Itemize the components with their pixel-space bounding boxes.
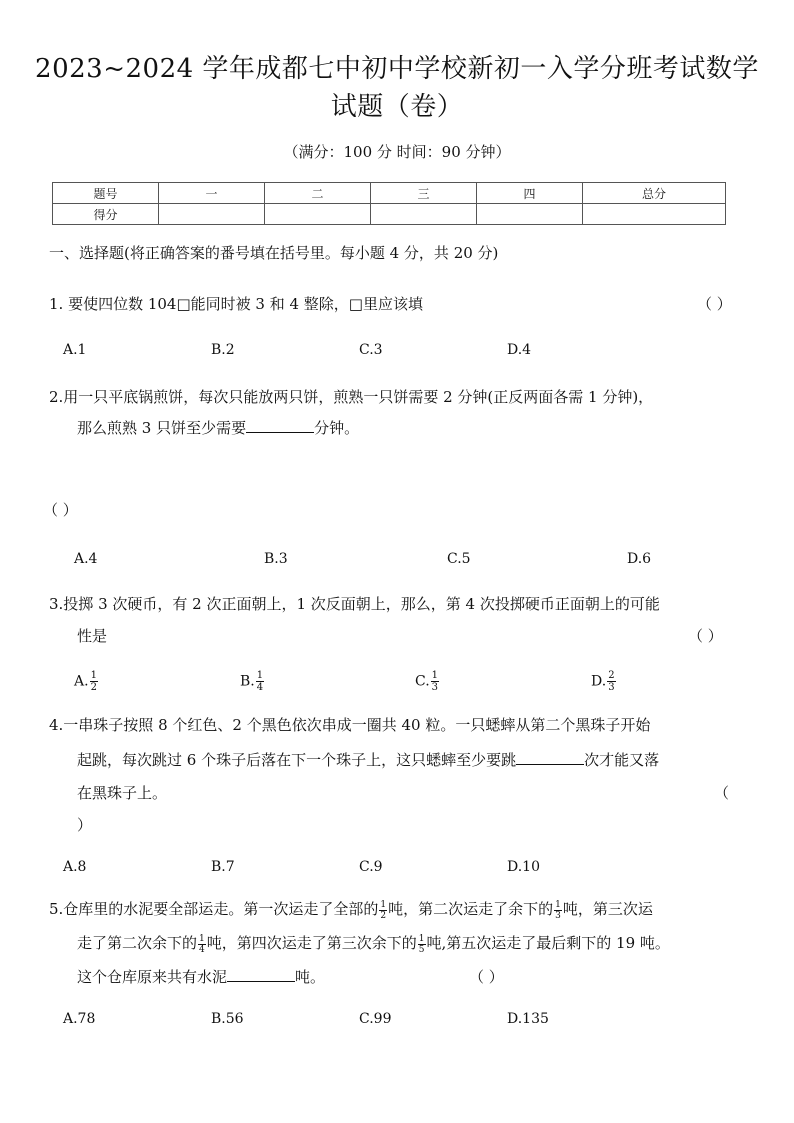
- question-5-line3: [77, 966, 325, 987]
- question-2-line1: 2.用一只平底锅煎饼，每次只能放两只饼，煎熟一只饼需要 2 分钟(正反两面各需 1 分钟)，: [49, 388, 654, 406]
- question-4-line2-tail: 次才能又落: [584, 751, 660, 769]
- fraction-numerator: 1: [380, 899, 387, 910]
- question-3-option-a: [74, 670, 99, 693]
- score-table-cell: 三: [371, 183, 477, 204]
- fraction-numerator: 1: [431, 670, 439, 681]
- answer-blank: [516, 750, 584, 765]
- fraction: [418, 934, 426, 955]
- score-table-cell: 二: [265, 183, 371, 204]
- fraction-denominator: 2: [90, 682, 97, 693]
- question-4-line1: 4.一串珠子按照 8 个红色、2 个黑色依次串成一圈共 40 粒。一只蟋蟀从第二个黑珠子开始: [49, 716, 651, 734]
- score-table-cell: 一: [159, 183, 265, 204]
- question-2-option-a: A.4: [74, 551, 98, 567]
- option-letter: C.: [415, 673, 430, 690]
- question-5-option-c: C.99: [359, 1011, 392, 1027]
- option-letter: A.: [74, 673, 89, 690]
- score-cell-blank: [583, 204, 726, 225]
- score-table-score-row: [53, 204, 726, 225]
- score-table-cell: 题号: [53, 183, 159, 204]
- score-cell-blank: [371, 204, 477, 225]
- question-1-option-a: A.1: [63, 342, 87, 358]
- question-3-line2: 性是: [77, 627, 108, 645]
- exam-title-line2: 试题（卷）: [330, 92, 464, 122]
- fraction-denominator: 3: [555, 910, 561, 921]
- question-3-answer-paren: （ ）: [688, 627, 723, 645]
- question-5-option-a: A.78: [63, 1011, 96, 1027]
- question-2-line2-text: 那么煎熟 3 只饼至少需要: [77, 419, 247, 437]
- question-5-text: 走了第二次余下的: [77, 934, 198, 952]
- option-letter: D.: [591, 673, 607, 690]
- question-2-option-b: B.3: [264, 551, 288, 567]
- question-4-option-b: B.7: [211, 859, 235, 875]
- question-5-option-b: B.56: [211, 1011, 244, 1027]
- fraction: [554, 900, 562, 921]
- score-cell-blank: [477, 204, 583, 225]
- question-2-answer-paren: （ ）: [43, 501, 78, 519]
- score-cell-blank: [159, 204, 265, 225]
- question-4-line2-text: 起跳，每次跳过 6 个珠子后落在下一个珠子上，这只蟋蟀至少要跳: [77, 751, 517, 769]
- fraction-numerator: 1: [90, 670, 97, 681]
- question-4-line2: [77, 749, 659, 770]
- fraction-numerator: 1: [256, 670, 264, 681]
- question-3-option-d: [591, 670, 617, 693]
- question-5-line2: [77, 932, 670, 955]
- question-4-option-a: A.8: [63, 859, 87, 875]
- question-5-text: 吨,第五次运走了最后剩下的 19 吨。: [426, 934, 670, 952]
- question-5-text: 吨。: [295, 968, 326, 986]
- question-5-text: 5.仓库里的水泥要全部运走。第一次运走了全部的: [49, 900, 379, 918]
- score-table-cell: 总分: [583, 183, 726, 204]
- question-4-option-c: C.9: [359, 859, 383, 875]
- question-4-paren-open: （: [714, 784, 730, 802]
- score-cell-blank: [265, 204, 371, 225]
- fraction-denominator: 4: [256, 682, 264, 693]
- fraction: [256, 670, 264, 693]
- fraction-denominator: 2: [380, 910, 387, 921]
- score-table-cell: 四: [477, 183, 583, 204]
- question-4-option-d: D.10: [507, 859, 540, 875]
- question-1-option-d: D.4: [507, 342, 532, 358]
- question-5-text: 这个仓库原来共有水泥: [77, 968, 228, 986]
- question-5-text: 吨，第二次运走了余下的: [388, 900, 554, 918]
- fraction-numerator: 2: [608, 670, 615, 681]
- fraction-numerator: 1: [555, 899, 561, 910]
- question-5-line1: [49, 898, 653, 921]
- fraction: [431, 670, 439, 693]
- fraction-denominator: 5: [418, 944, 425, 955]
- question-5-answer-paren: （ ）: [469, 968, 504, 986]
- fraction: [198, 934, 206, 955]
- question-3-line1: 3.投掷 3 次硬币，有 2 次正面朝上，1 次反面朝上，那么，第 4 次投掷硬币正面朝上的可能: [49, 595, 660, 613]
- question-5-option-d: D.135: [507, 1011, 549, 1027]
- exam-subtitle: （满分：100 分 时间：90 分钟）: [283, 143, 511, 161]
- fraction: [90, 670, 98, 693]
- question-2-line2: [77, 417, 359, 438]
- question-1-answer-paren: （ ）: [697, 295, 732, 313]
- question-1-option-b: B.2: [211, 342, 235, 358]
- answer-blank: [246, 418, 314, 433]
- fraction: [379, 900, 387, 921]
- question-1-option-c: C.3: [359, 342, 383, 358]
- fraction-denominator: 3: [431, 682, 439, 693]
- question-2-option-d: D.6: [627, 551, 652, 567]
- fraction-denominator: 3: [608, 682, 615, 693]
- question-4-paren-close: ）: [77, 816, 93, 834]
- fraction-denominator: 4: [199, 944, 205, 955]
- fraction-numerator: 1: [199, 933, 205, 944]
- fraction: [607, 670, 615, 693]
- question-4-line3: 在黑珠子上。: [77, 784, 168, 802]
- fraction-numerator: 1: [418, 933, 425, 944]
- score-table-cell: 得分: [53, 204, 159, 225]
- question-5-text: 吨，第四次运走了第三次余下的: [206, 934, 417, 952]
- question-1-text: 1. 要使四位数 104□能同时被 3 和 4 整除，□里应该填: [49, 295, 423, 313]
- exam-title-line1: 2023~2024 学年成都七中初中学校新初一入学分班考试数学: [35, 54, 759, 84]
- score-table: [52, 182, 726, 225]
- section-heading: 一、选择题(将正确答案的番号填在括号里。每小题 4 分，共 20 分): [49, 244, 499, 262]
- question-3-option-b: [240, 670, 265, 693]
- question-5-text: 吨，第三次运: [562, 900, 653, 918]
- question-2-option-c: C.5: [447, 551, 471, 567]
- score-table-header-row: [53, 183, 726, 204]
- question-2-line2-tail: 分钟。: [314, 419, 360, 437]
- option-letter: B.: [240, 673, 255, 690]
- question-3-option-c: [415, 670, 440, 693]
- answer-blank: [227, 967, 295, 982]
